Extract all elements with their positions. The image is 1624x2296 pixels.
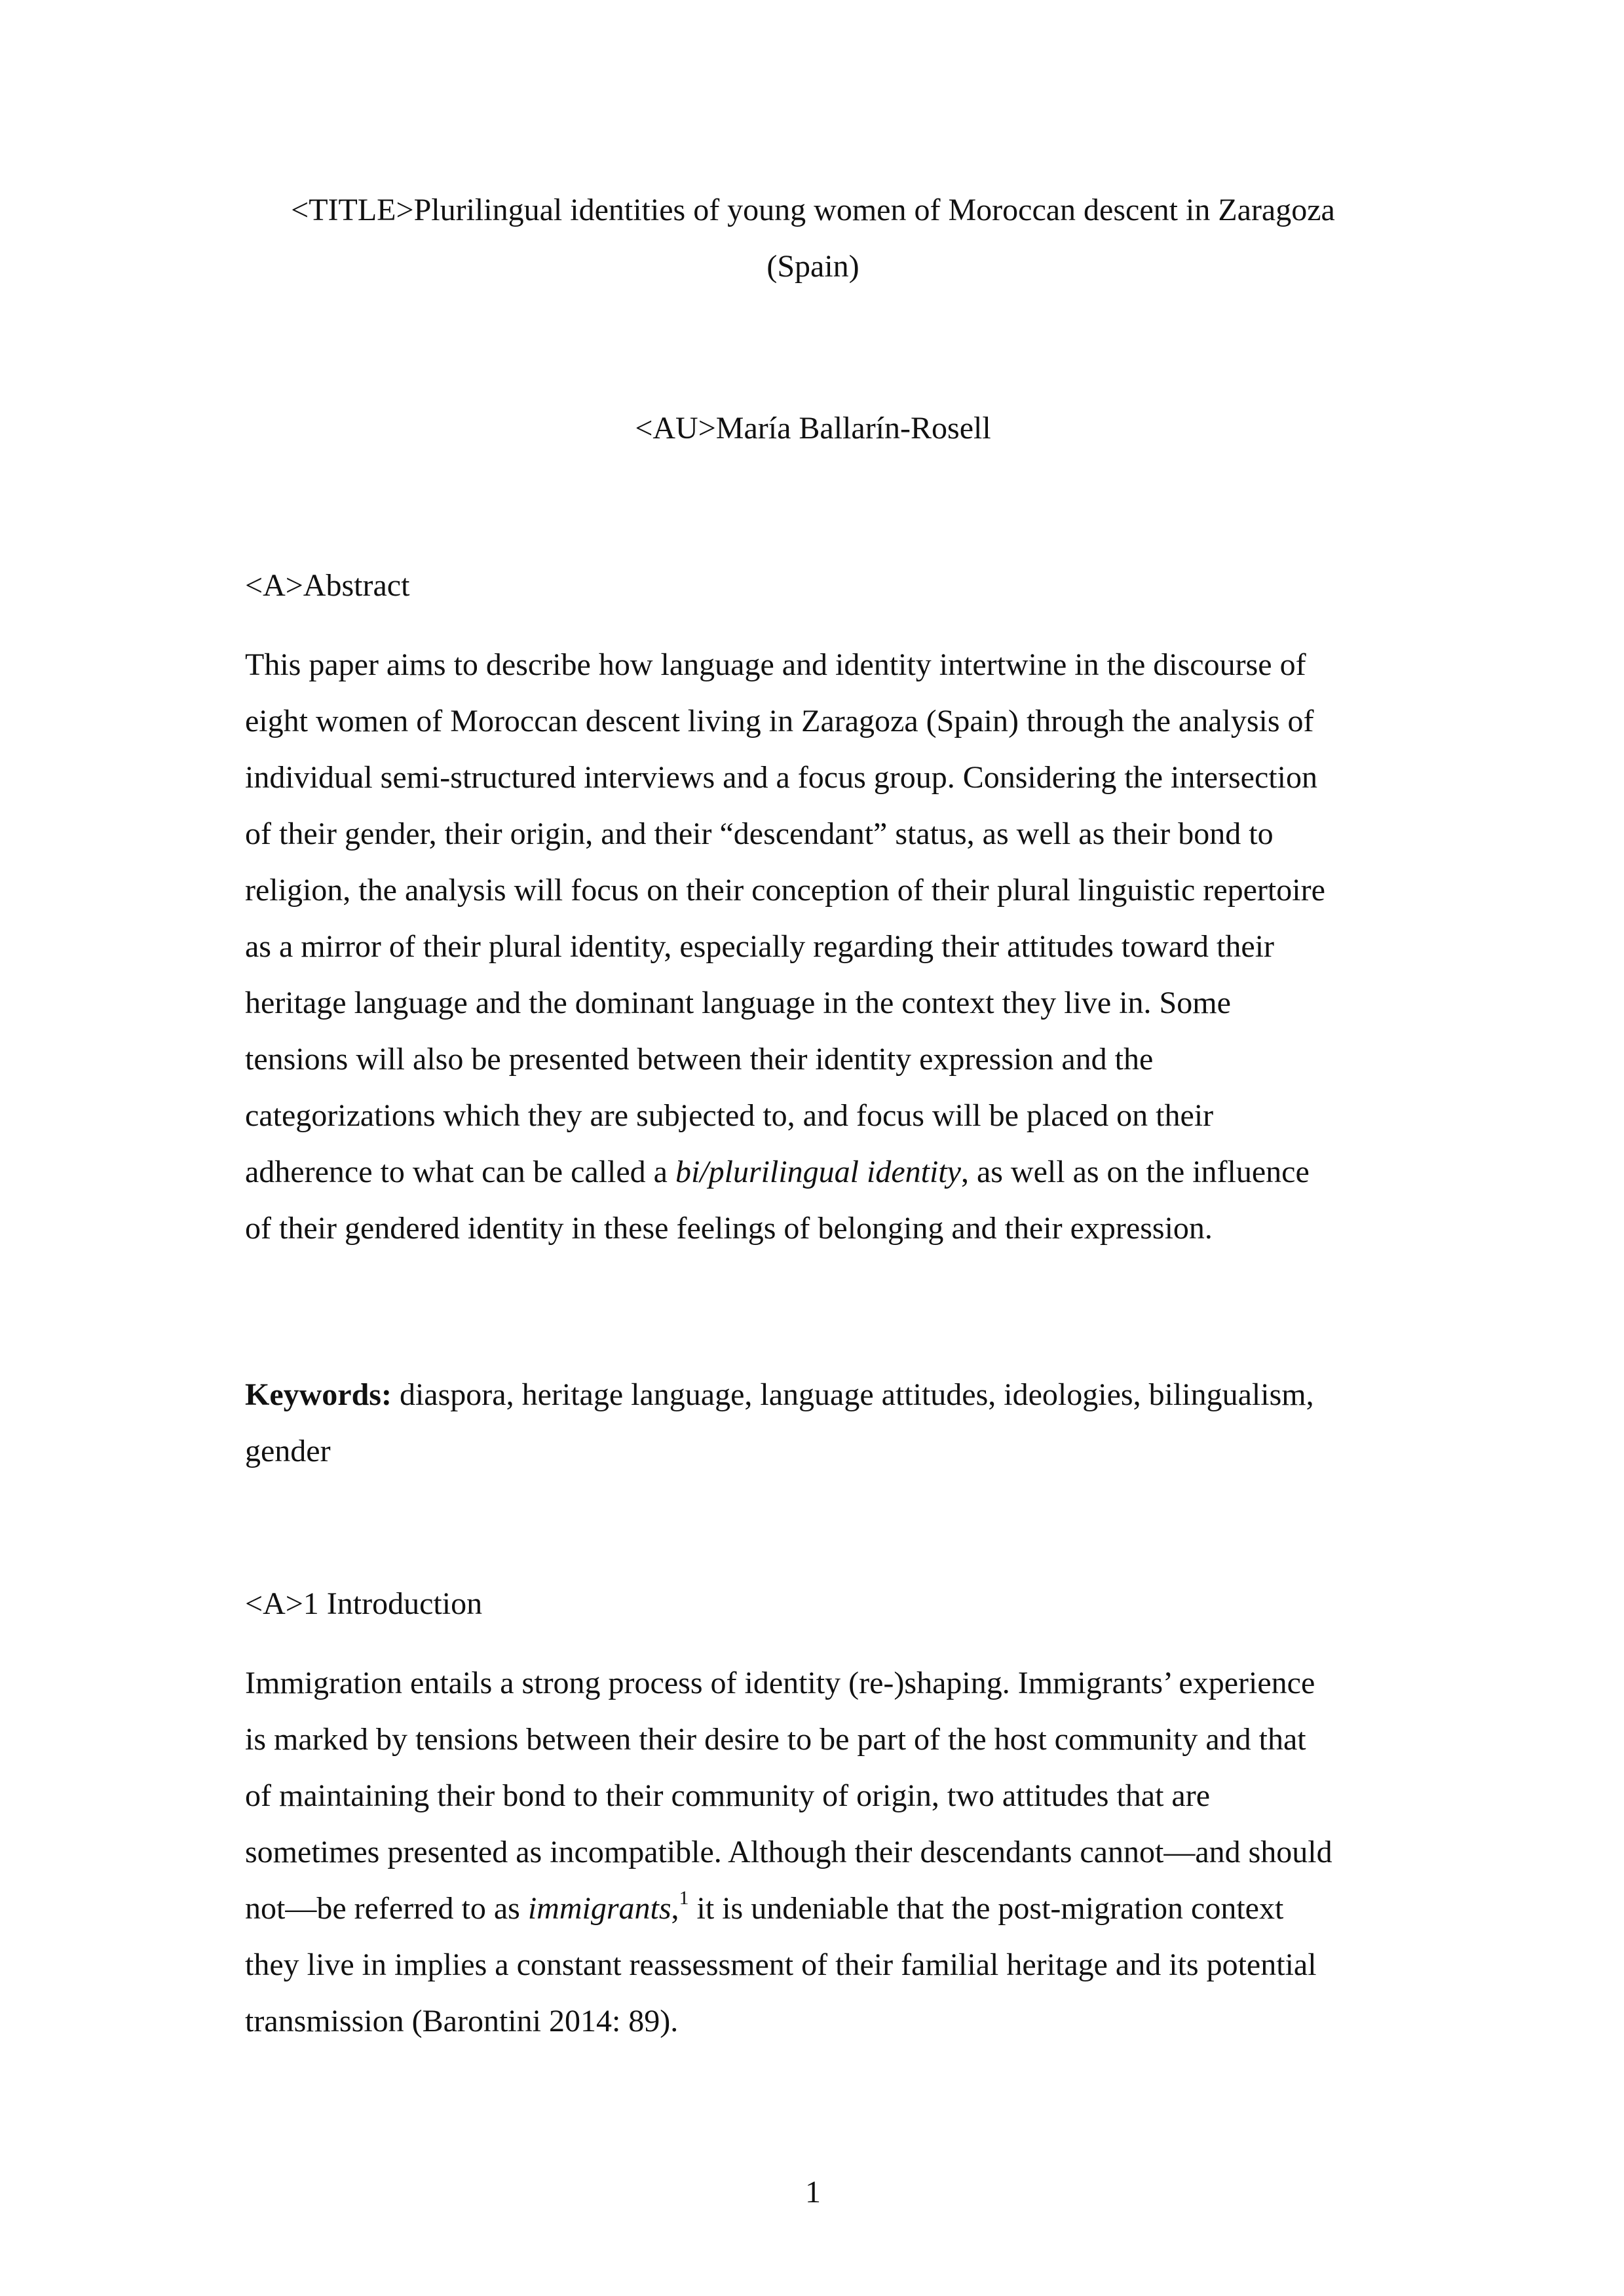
- abstract-heading: <A>Abstract: [245, 568, 410, 603]
- introduction-paragraph: [245, 1655, 1391, 2050]
- keywords-line: [245, 1367, 1391, 1423]
- intro-line: of maintaining their bond to their community of origin, two attitudes that are: [245, 1778, 1211, 1813]
- title-line-1: <TITLE>Plurilingual identities of young women of Moroccan descent in Zaragoza: [291, 193, 1335, 227]
- abstract-text: , as well as on the influence: [960, 1155, 1310, 1189]
- abstract-line: categorizations which they are subjected to, and focus will be placed on their: [245, 1098, 1214, 1133]
- keywords-line: gender: [245, 1434, 331, 1468]
- author-name: <AU>María Ballarín-Rosell: [635, 411, 991, 446]
- abstract-emphasis: bi/plurilingual identity: [675, 1155, 961, 1189]
- page-number: 1: [805, 2175, 821, 2210]
- intro-line: [245, 1881, 1391, 1937]
- intro-line: is marked by tensions between their desire to be part of the host community and that: [245, 1722, 1306, 1757]
- keywords-label: Keywords:: [245, 1377, 392, 1412]
- title-line-2: (Spain): [766, 249, 859, 284]
- intro-text: ,: [671, 1891, 679, 1926]
- abstract-text: adherence to what can be called a: [245, 1155, 675, 1189]
- intro-line: sometimes presented as incompatible. Although their descendants cannot—and should: [245, 1835, 1332, 1869]
- intro-text: it is undeniable that the post-migration context: [689, 1891, 1284, 1926]
- abstract-line: of their gendered identity in these feelings of belonging and their expression.: [245, 1211, 1213, 1246]
- introduction-heading: <A>1 Introduction: [245, 1586, 483, 1621]
- intro-emphasis: immigrants: [527, 1891, 671, 1926]
- abstract-line: individual semi-structured interviews and a focus group. Considering the intersection: [245, 760, 1317, 795]
- intro-line: transmission (Barontini 2014: 89).: [245, 2004, 679, 2038]
- abstract-line: eight women of Moroccan descent living in Zaragoza (Spain) through the analysis of: [245, 704, 1314, 738]
- footnote-marker[interactable]: 1: [679, 1887, 689, 1909]
- intro-line: Immigration entails a strong process of identity (re-)shaping. Immigrants’ experience: [245, 1666, 1315, 1700]
- intro-line: they live in implies a constant reassessment of their familial heritage and its potential: [245, 1947, 1317, 1982]
- intro-text: not—be referred to as: [245, 1891, 528, 1926]
- abstract-line: tensions will also be presented between their identity expression and the: [245, 1042, 1154, 1077]
- abstract-line: heritage language and the dominant language in the context they live in. Some: [245, 985, 1231, 1020]
- abstract-line: as a mirror of their plural identity, especially regarding their attitudes toward their: [245, 929, 1275, 964]
- abstract-line: religion, the analysis will focus on their conception of their plural linguistic repertoire: [245, 873, 1325, 908]
- abstract-line: This paper aims to describe how language and identity intertwine in the discourse of: [245, 647, 1306, 682]
- abstract-paragraph: [245, 637, 1391, 1257]
- keywords-block: [245, 1367, 1391, 1480]
- paper-title: [245, 182, 1381, 295]
- keywords-list: diaspora, heritage language, language attitudes, ideologies, bilingualism,: [391, 1377, 1314, 1412]
- abstract-line: of their gender, their origin, and their “descendant” status, as well as their bond to: [245, 816, 1274, 851]
- abstract-line: [245, 1144, 1391, 1200]
